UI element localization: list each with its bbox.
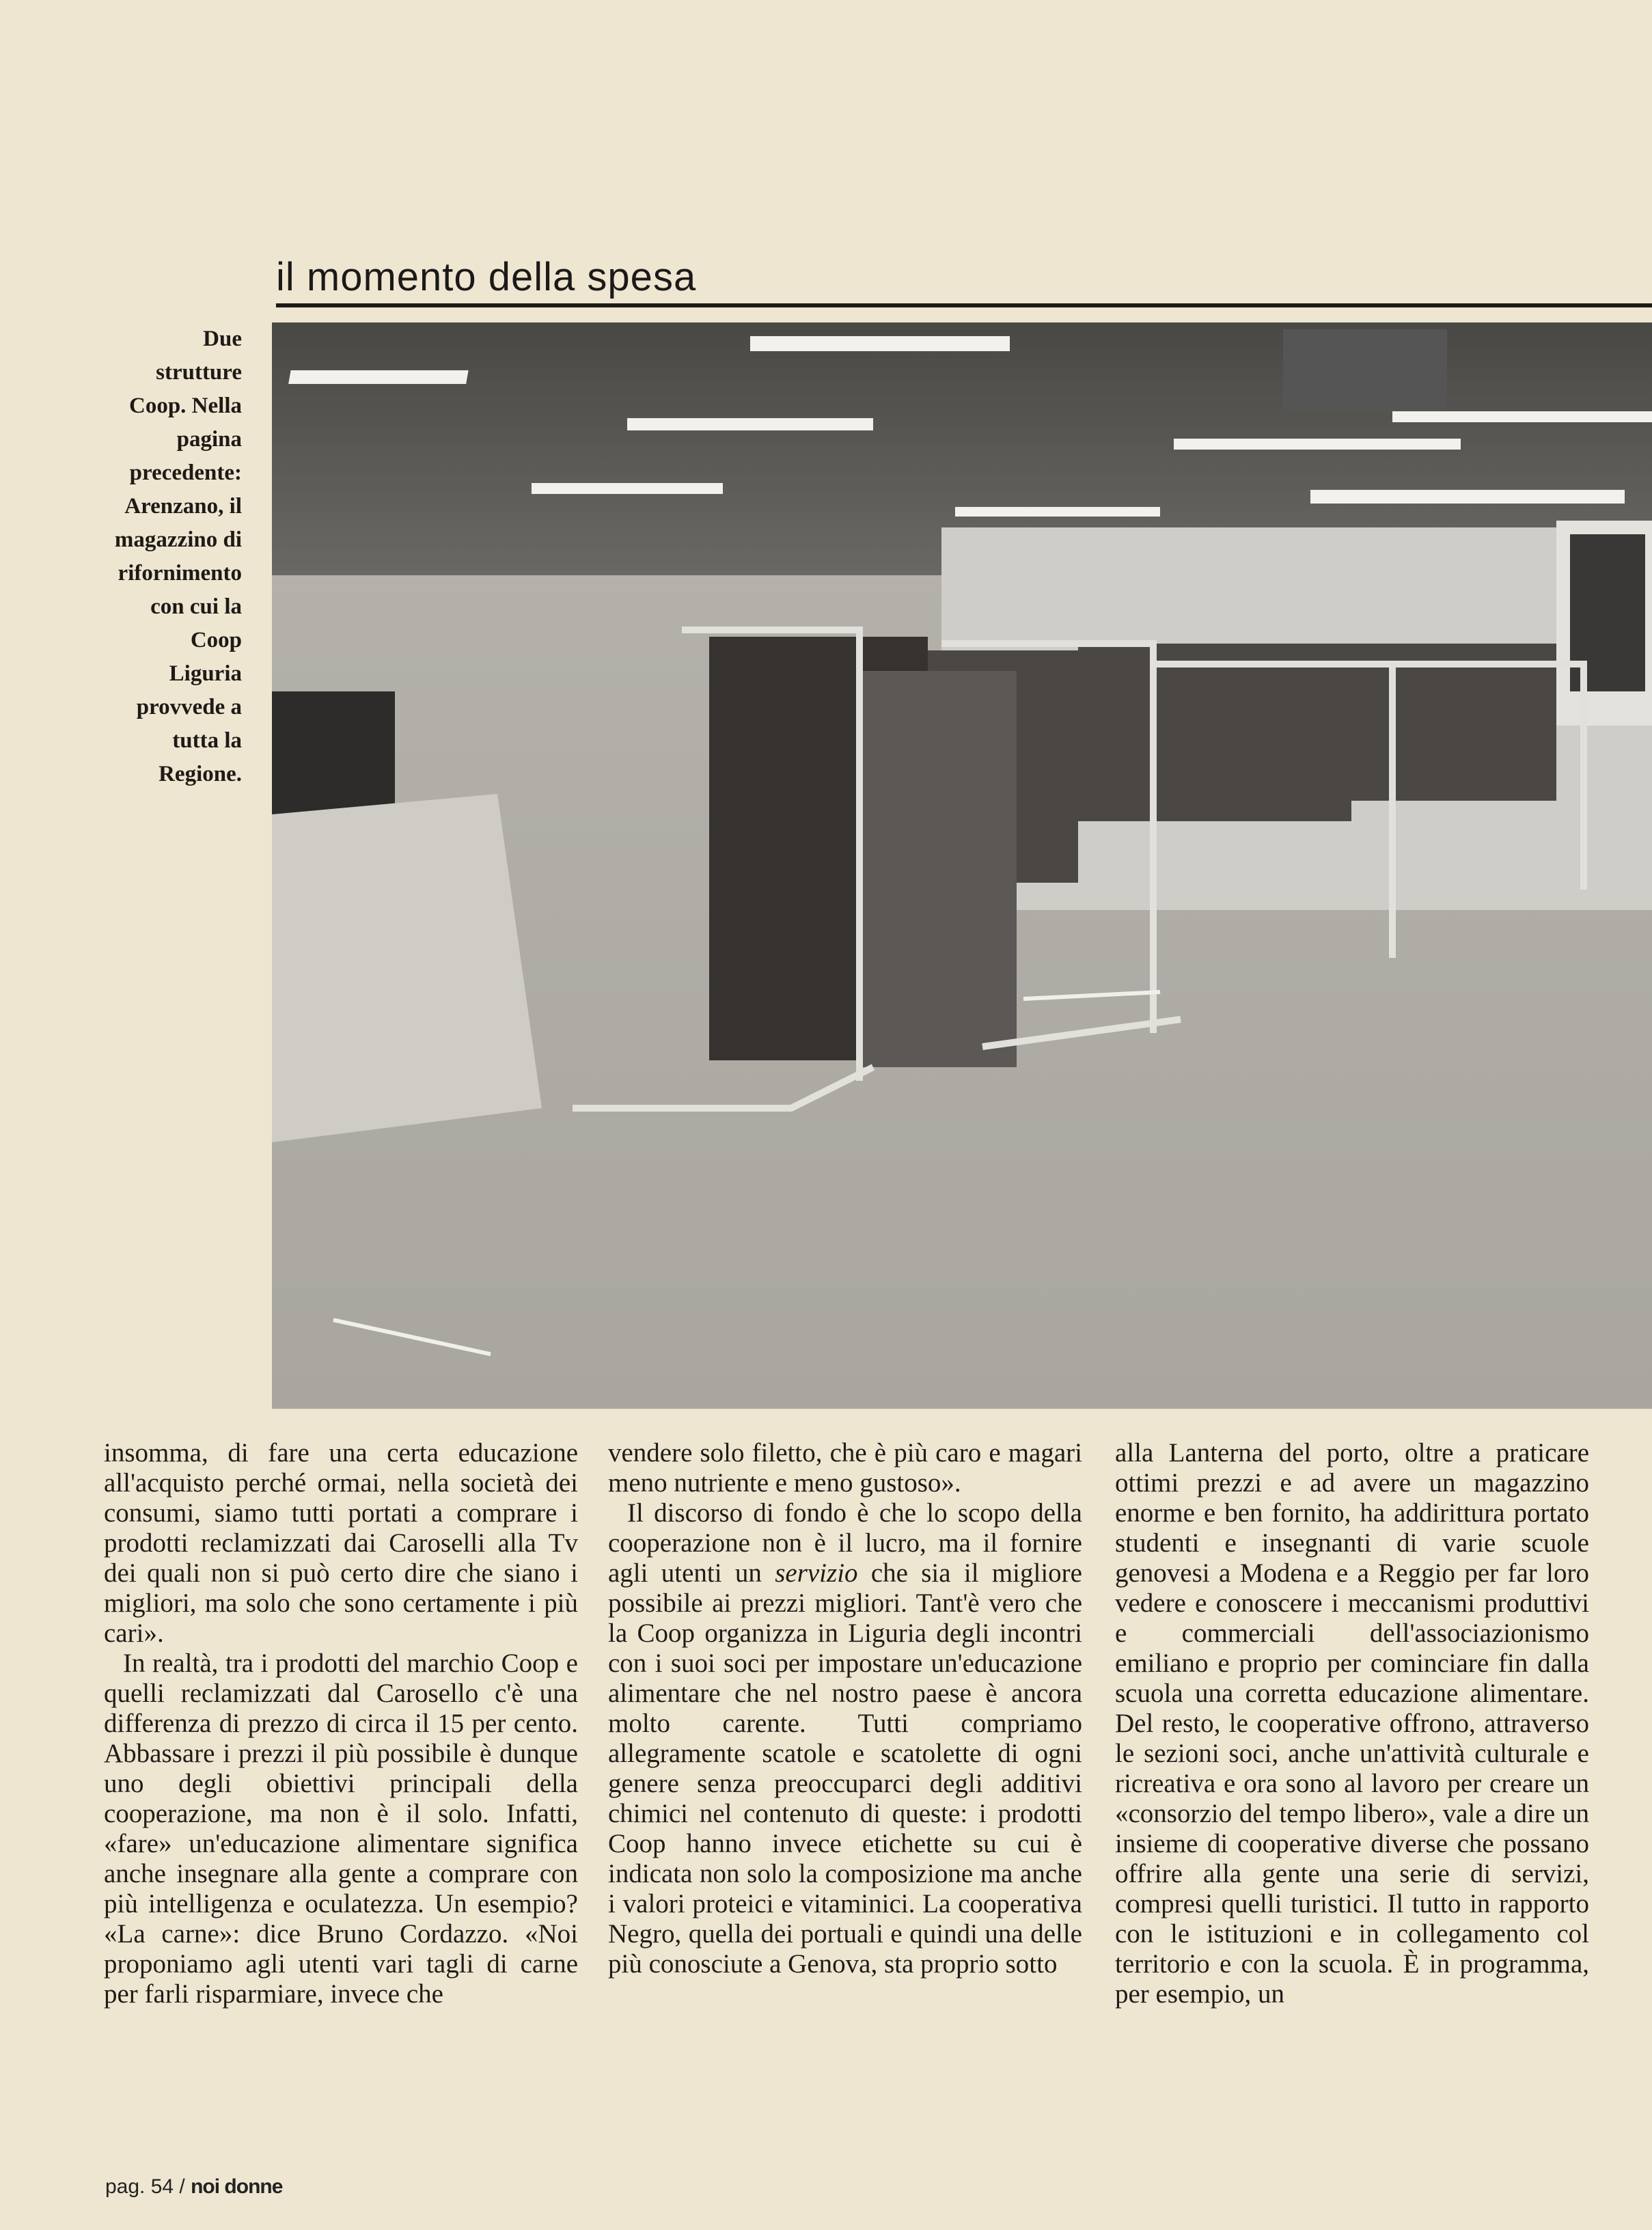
caption-line: Regione.	[159, 762, 242, 786]
section-title: il momento della spesa	[276, 255, 697, 299]
caption-line: con cui la	[150, 594, 242, 619]
paragraph: In realtà, tra i prodotti del marchio Coop e quelli reclamizzati dal Carosello c'è una differenza di prezzo di circa il 15 per cento. Abbassare i prezzi il più possibile è dunque uno degli obiettivi principali della cooperazione, ma non è il solo. Infatti, «fare» un'educazione alimentare significa anche insegnare alla gente a comprare con più intelligenza e oculatezza. Un esempio? «La carne»: dice Bruno Cordazzo. «Noi proponiamo agli utenti vari tagli di carne per farli risparmiare, invece che	[104, 1649, 578, 2009]
caption-line: Arenzano, il	[124, 494, 242, 519]
page-number: pag. 54 /	[105, 2175, 185, 2198]
paragraph-text: che sia il migliore possibile ai prezzi migliori. Tant'è vero che la Coop organizza in Liguria degli incontri con i suoi soci per impostare un'educazione alimentare che nel nostro paese è ancora molto carente. Tutti compriamo allegramente scatole e scatolette di ogni genere senza preoccuparci degli additivi chimici nel contenuto di queste: i prodotti Coop hanno invece etichette su cui è indicata non solo la composizione ma anche i valori proteici e vitaminici. La cooperativa Negro, quella dei portuali e quindi una delle più conosciute a Genova, sta proprio sotto	[608, 1558, 1082, 1979]
page-footer	[105, 2175, 282, 2199]
photo-caption	[82, 322, 242, 791]
caption-line: precedente:	[129, 460, 242, 485]
caption-line: Due	[203, 327, 242, 351]
paragraph: alla Lanterna del porto, oltre a praticare ottimi prezzi e ad avere un magazzino enorme e ben fornito, ha addirittura portato studenti e insegnanti di varie scuole genovesi a Modena e a Reggio per far loro vedere e conoscere i meccanismi produttivi e commerciali dell'associazionismo emiliano e proprio per cominciare fin dalla scuola una corretta educazione alimentare. Del resto, le cooperative offrono, attraverso le sezioni soci, anche un'attività culturale e ricreativa e ora sono al lavoro per creare un «consorzio del tempo libero», vale a dire un insieme di cooperative diverse che possano offrire alla gente una serie di servizi, compresi quelli turistici. Il tutto in rapporto con le istituzioni e in collegamento col territorio e con la scuola. È in programma, per esempio, un	[1115, 1438, 1589, 2009]
magazine-name: noi donne	[191, 2175, 283, 2198]
caption-line: tutta la	[172, 728, 242, 753]
paragraph-text: Il discorso di fondo è che lo scopo della cooperazione non è il lucro, ma il fornire agli utenti un	[608, 1498, 1082, 1588]
paragraph: insomma, di fare una certa educazione all'acquisto perché ormai, nella società dei consumi, siamo tutti portati a comprare i prodotti reclamizzati dai Caroselli alla Tv dei quali non si può certo dire che siano i migliori, ma solo che sono certamente i più cari».	[104, 1438, 578, 1648]
emphasis-servizio: servizio	[775, 1558, 858, 1588]
caption-line: strutture	[156, 360, 242, 385]
caption-line: pagina	[176, 427, 242, 452]
clothing-store-photo-icon	[272, 322, 1652, 1409]
article-column-3	[1115, 1438, 1589, 2009]
article-column-2	[608, 1438, 1082, 1979]
clothing-store-photo	[272, 322, 1652, 1409]
caption-line: magazzino di	[114, 527, 242, 552]
caption-line: Coop. Nella	[129, 394, 242, 418]
title-rule	[276, 303, 1652, 307]
caption-line: provvede a	[136, 695, 242, 719]
paragraph	[608, 1498, 1082, 1979]
article-column-1	[104, 1438, 578, 2009]
caption-line: Liguria	[169, 661, 242, 686]
caption-line: Coop	[190, 628, 242, 652]
paragraph: vendere solo filetto, che è più caro e magari meno nutriente e meno gustoso».	[608, 1438, 1082, 1498]
caption-line: rifornimento	[118, 561, 242, 586]
